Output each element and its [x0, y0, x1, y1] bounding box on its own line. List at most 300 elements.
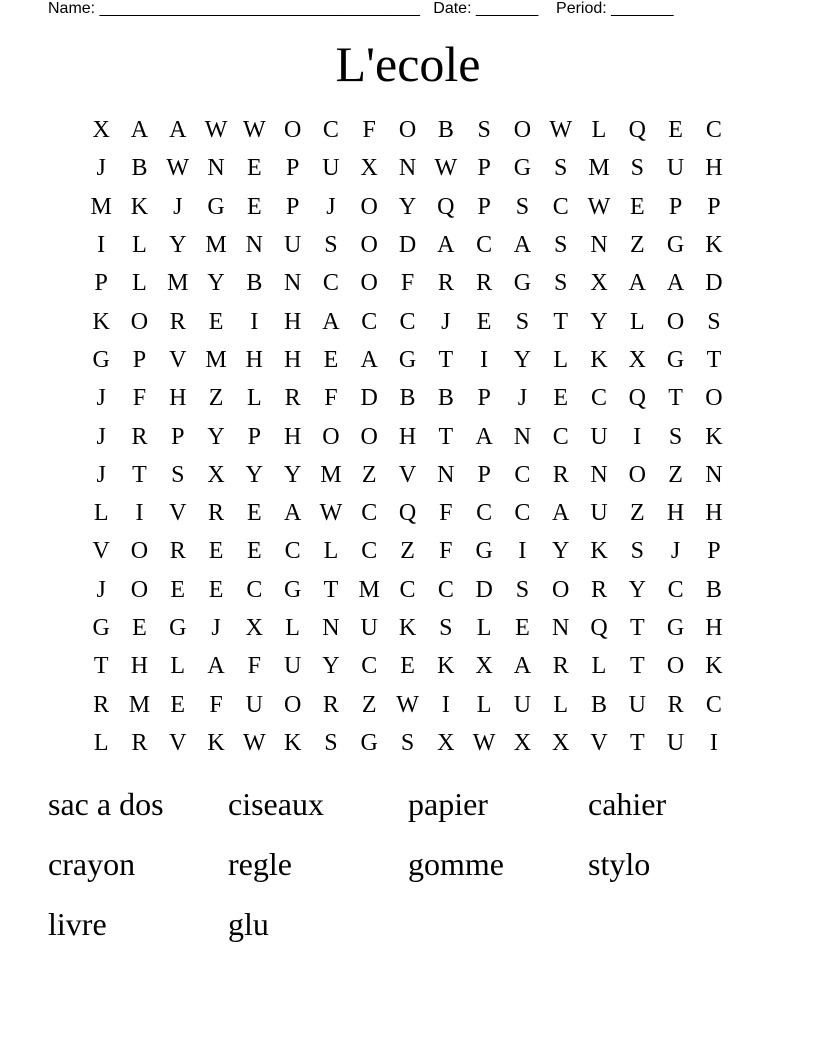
grid-letter: T: [629, 729, 645, 756]
word-list-item: crayon: [48, 846, 136, 882]
grid-letter: C: [322, 117, 339, 144]
grid-letter: G: [360, 729, 378, 756]
grid-letter: Y: [169, 232, 187, 259]
grid-letter: U: [590, 423, 608, 450]
grid-letter: P: [477, 461, 491, 488]
grid-row: [82, 685, 734, 723]
grid-letter: J: [173, 193, 183, 220]
grid-letter: K: [207, 729, 225, 756]
grid-letter: H: [283, 423, 302, 450]
grid-letter: Z: [400, 538, 415, 565]
grid-letter: O: [666, 308, 685, 335]
grid-letter: H: [283, 346, 302, 373]
grid-letter: X: [552, 729, 570, 756]
grid-letter: T: [93, 653, 109, 680]
grid-letter: T: [323, 576, 339, 603]
grid-letter: C: [322, 270, 339, 297]
grid-letter: J: [211, 615, 221, 641]
grid-letter: A: [552, 500, 570, 527]
grid-letter: E: [247, 155, 262, 182]
grid-row: [82, 724, 734, 762]
grid-letter: M: [205, 346, 227, 373]
grid-letter: W: [319, 500, 343, 527]
grid-letter: A: [169, 117, 187, 144]
grid-letter: D: [705, 270, 723, 297]
grid-letter: X: [207, 461, 225, 488]
grid-letter: E: [170, 576, 186, 603]
grid-letter: T: [132, 461, 147, 488]
grid-letter: S: [439, 615, 453, 641]
grid-letter: X: [628, 346, 646, 373]
grid-row: [82, 417, 734, 455]
grid-letter: U: [322, 155, 340, 182]
grid-letter: K: [130, 193, 149, 220]
grid-letter: Y: [207, 423, 225, 450]
grid-letter: Z: [208, 385, 224, 412]
grid-letter: Y: [628, 576, 646, 603]
grid-letter: U: [283, 653, 302, 680]
grid-letter: E: [247, 500, 262, 527]
grid-letter: S: [668, 423, 683, 450]
grid-letter: W: [587, 193, 611, 220]
grid-letter: F: [439, 500, 453, 527]
grid-letter: O: [705, 385, 723, 412]
grid-letter: W: [396, 691, 419, 718]
grid-letter: K: [590, 538, 608, 565]
grid-letter: L: [285, 615, 300, 641]
grid-letter: B: [591, 691, 608, 718]
grid-letter: N: [322, 615, 340, 641]
grid-letter: L: [93, 729, 109, 756]
grid-letter: T: [706, 346, 722, 373]
grid-letter: V: [169, 729, 187, 756]
grid-letter: E: [323, 346, 339, 373]
grid-letter: P: [477, 193, 491, 220]
grid-letter: C: [667, 576, 684, 603]
grid-letter: R: [93, 691, 110, 718]
grid-letter: P: [171, 423, 185, 450]
grid-letter: T: [629, 653, 645, 680]
grid-letter: N: [552, 615, 570, 641]
grid-row: [82, 264, 734, 302]
grid-letter: L: [247, 385, 262, 412]
grid-letter: D: [398, 232, 417, 259]
grid-letter: G: [666, 615, 685, 641]
grid-letter: S: [707, 308, 721, 335]
grid-letter: H: [169, 385, 187, 412]
word-list-item: glu: [228, 906, 269, 942]
grid-letter: Q: [628, 117, 646, 144]
grid-letter: K: [590, 346, 608, 373]
grid-letter: J: [96, 461, 106, 488]
grid-letter: U: [666, 729, 685, 756]
grid-letter: T: [438, 346, 454, 373]
grid-letter: R: [208, 500, 225, 527]
grid-letter: Y: [513, 346, 532, 373]
grid-letter: E: [208, 538, 224, 565]
grid-letter: Y: [398, 193, 417, 220]
grid-letter: E: [247, 538, 262, 565]
grid-letter: C: [552, 423, 569, 450]
grid-letter: R: [169, 308, 186, 335]
grid-letter: Y: [245, 461, 263, 488]
grid-letter: W: [472, 729, 496, 756]
grid-letter: U: [360, 615, 378, 641]
grid-letter: C: [514, 500, 531, 527]
grid-letter: O: [360, 232, 378, 259]
grid-letter: X: [475, 653, 493, 680]
grid-letter: P: [668, 193, 683, 220]
grid-row: [82, 226, 734, 264]
grid-letter: B: [705, 576, 722, 603]
grid-letter: J: [326, 193, 336, 220]
grid-letter: G: [92, 615, 110, 641]
grid-letter: G: [513, 270, 532, 297]
grid-letter: H: [705, 155, 723, 182]
grid-letter: T: [668, 385, 683, 412]
grid-letter: P: [477, 155, 491, 182]
grid-letter: F: [132, 385, 147, 412]
grid-row: [82, 302, 734, 340]
grid-letter: E: [553, 385, 569, 412]
grid-letter: K: [437, 653, 455, 680]
grid-letter: E: [515, 615, 530, 641]
grid-letter: R: [131, 729, 148, 756]
grid-letter: E: [170, 691, 186, 718]
grid-letter: A: [513, 653, 532, 680]
grid-letter: G: [207, 193, 225, 220]
grid-letter: P: [707, 193, 721, 220]
grid-row: [82, 149, 734, 187]
grid-letter: E: [132, 615, 147, 641]
grid-letter: L: [476, 615, 492, 641]
grid-letter: H: [398, 423, 417, 450]
grid-letter: O: [283, 117, 302, 144]
word-list-item: sac a dos: [48, 786, 164, 822]
grid-letter: C: [399, 308, 416, 335]
grid-letter: D: [360, 385, 378, 412]
grid-letter: H: [705, 615, 723, 641]
grid-letter: L: [629, 308, 645, 335]
word-list-item: papier: [408, 786, 488, 822]
page-title: L'ecole: [335, 36, 481, 92]
grid-letter: L: [93, 500, 109, 527]
grid-letter: X: [437, 729, 455, 756]
grid-letter: N: [590, 232, 608, 259]
period-field-label: Period: _______: [556, 0, 674, 17]
grid-letter: M: [358, 576, 380, 603]
grid-letter: F: [439, 538, 453, 565]
grid-letter: U: [245, 691, 263, 718]
grid-letter: N: [513, 423, 532, 450]
grid-letter: P: [285, 155, 300, 182]
grid-letter: E: [476, 308, 492, 335]
grid-letter: Q: [437, 193, 455, 220]
grid-letter: C: [361, 538, 378, 565]
grid-letter: N: [705, 461, 723, 488]
grid-letter: A: [360, 346, 378, 373]
grid-letter: L: [591, 653, 607, 680]
grid-letter: I: [480, 346, 489, 373]
grid-letter: W: [549, 117, 573, 144]
grid-letter: G: [513, 155, 532, 182]
grid-letter: G: [666, 346, 685, 373]
grid-letter: S: [630, 155, 644, 182]
date-field-label: Date: _______: [433, 0, 539, 17]
grid-letter: Y: [322, 653, 340, 680]
grid-letter: K: [283, 729, 302, 756]
grid-letter: Y: [283, 461, 302, 488]
grid-letter: I: [709, 729, 718, 756]
grid-letter: X: [360, 155, 378, 182]
grid-letter: O: [360, 423, 378, 450]
grid-letter: R: [169, 538, 186, 565]
grid-letter: B: [437, 385, 454, 412]
grid-letter: R: [552, 461, 569, 488]
grid-letter: H: [130, 653, 149, 680]
grid-letter: N: [398, 155, 417, 182]
grid-row: [82, 571, 734, 609]
grid-letter: S: [554, 155, 568, 182]
grid-letter: E: [668, 117, 683, 144]
word-list-item: stylo: [588, 846, 651, 882]
grid-letter: M: [320, 461, 342, 488]
grid-letter: E: [247, 193, 262, 220]
grid-letter: O: [283, 691, 302, 718]
grid-letter: R: [131, 423, 148, 450]
grid-letter: V: [92, 538, 110, 565]
grid-letter: I: [97, 232, 106, 259]
grid-letter: C: [399, 576, 416, 603]
grid-letter: U: [666, 155, 685, 182]
grid-letter: V: [590, 729, 608, 756]
grid-letter: O: [628, 461, 646, 488]
grid-letter: A: [437, 232, 455, 259]
grid-letter: H: [666, 500, 685, 527]
grid-letter: C: [476, 500, 493, 527]
grid-letter: J: [96, 576, 106, 603]
grid-letter: A: [207, 653, 225, 680]
grid-letter: P: [94, 270, 108, 297]
grid-row: [82, 379, 734, 417]
grid-letter: L: [476, 691, 492, 718]
grid-letter: J: [670, 538, 681, 565]
grid-letter: R: [667, 691, 684, 718]
grid-letter: M: [167, 270, 189, 297]
grid-letter: J: [441, 308, 451, 335]
grid-letter: Z: [361, 691, 377, 718]
grid-letter: I: [135, 500, 144, 527]
grid-letter: G: [283, 576, 302, 603]
grid-row: [82, 341, 734, 379]
grid-letter: R: [476, 270, 493, 297]
grid-letter: Z: [629, 500, 645, 527]
grid-letter: C: [246, 576, 263, 603]
grid-letter: F: [247, 653, 262, 680]
grid-letter: N: [283, 270, 302, 297]
grid-letter: S: [515, 308, 530, 335]
word-search-grid: [82, 111, 734, 762]
grid-letter: H: [283, 308, 302, 335]
grid-letter: C: [361, 500, 378, 527]
grid-letter: M: [90, 193, 112, 220]
grid-letter: L: [170, 653, 186, 680]
grid-letter: C: [476, 232, 493, 259]
grid-letter: B: [131, 155, 148, 182]
grid-letter: L: [591, 117, 607, 144]
grid-letter: J: [96, 155, 106, 182]
grid-letter: C: [705, 117, 722, 144]
grid-letter: C: [705, 691, 722, 718]
grid-letter: G: [398, 346, 417, 373]
grid-letter: A: [628, 270, 646, 297]
grid-letter: J: [96, 385, 106, 412]
grid-letter: E: [629, 193, 645, 220]
grid-letter: S: [630, 538, 644, 565]
grid-letter: L: [553, 691, 569, 718]
grid-letter: S: [171, 461, 185, 488]
grid-letter: T: [438, 423, 454, 450]
grid-letter: P: [132, 346, 147, 373]
grid-letter: Q: [398, 500, 417, 527]
grid-row: [82, 532, 734, 570]
grid-letter: A: [322, 308, 340, 335]
grid-letter: C: [284, 538, 301, 565]
grid-letter: I: [441, 691, 450, 718]
grid-row: [82, 647, 734, 685]
grid-letter: A: [475, 423, 493, 450]
word-list-item: ciseaux: [228, 786, 324, 822]
grid-letter: B: [246, 270, 263, 297]
grid-letter: C: [591, 385, 608, 412]
grid-letter: O: [360, 193, 378, 220]
grid-letter: G: [169, 615, 187, 641]
grid-letter: M: [588, 155, 610, 182]
grid-letter: E: [208, 308, 224, 335]
grid-letter: S: [515, 193, 530, 220]
grid-letter: Y: [590, 308, 608, 335]
grid-row: [82, 111, 734, 149]
grid-letter: C: [361, 653, 378, 680]
grid-letter: S: [324, 729, 338, 756]
grid-letter: R: [322, 691, 339, 718]
grid-letter: C: [514, 461, 531, 488]
grid-letter: M: [128, 691, 151, 718]
grid-letter: K: [705, 232, 723, 259]
grid-letter: A: [283, 500, 302, 527]
grid-letter: B: [437, 117, 454, 144]
grid-letter: S: [477, 117, 491, 144]
grid-row: [82, 494, 734, 532]
grid-letter: N: [437, 461, 455, 488]
grid-letter: P: [707, 538, 721, 565]
grid-letter: R: [284, 385, 301, 412]
grid-letter: C: [437, 576, 454, 603]
grid-letter: C: [361, 308, 378, 335]
grid-letter: I: [633, 423, 642, 450]
grid-letter: P: [247, 423, 262, 450]
grid-letter: L: [553, 346, 569, 373]
grid-row: [82, 188, 734, 226]
grid-letter: O: [398, 117, 417, 144]
grid-letter: E: [400, 653, 415, 680]
grid-letter: I: [518, 538, 527, 565]
grid-letter: Q: [590, 615, 608, 641]
grid-letter: O: [666, 653, 685, 680]
grid-letter: W: [166, 155, 190, 182]
grid-letter: J: [96, 423, 106, 450]
grid-letter: W: [243, 117, 266, 144]
grid-letter: T: [629, 615, 645, 641]
grid-letter: E: [208, 576, 224, 603]
worksheet-header: [48, 0, 748, 18]
grid-letter: C: [552, 193, 569, 220]
grid-letter: K: [92, 308, 110, 335]
grid-letter: F: [362, 117, 376, 144]
grid-letter: S: [400, 729, 415, 756]
grid-letter: G: [92, 346, 110, 373]
grid-letter: J: [517, 385, 528, 412]
grid-letter: H: [245, 346, 263, 373]
grid-letter: F: [400, 270, 415, 297]
grid-letter: S: [554, 232, 568, 259]
grid-letter: O: [322, 423, 340, 450]
grid-letter: K: [705, 423, 723, 450]
grid-letter: N: [245, 232, 263, 259]
grid-letter: W: [434, 155, 458, 182]
grid-letter: O: [552, 576, 570, 603]
grid-letter: L: [132, 270, 147, 297]
grid-letter: R: [437, 270, 454, 297]
grid-letter: R: [591, 576, 608, 603]
word-list: [48, 780, 768, 960]
grid-letter: L: [323, 538, 339, 565]
grid-row: [82, 456, 734, 494]
grid-letter: S: [515, 576, 530, 603]
grid-letter: U: [628, 691, 646, 718]
grid-letter: U: [513, 691, 532, 718]
grid-letter: Q: [628, 385, 646, 412]
grid-letter: M: [205, 232, 227, 259]
grid-letter: W: [243, 729, 266, 756]
grid-letter: F: [209, 691, 223, 718]
grid-letter: N: [590, 461, 608, 488]
grid-letter: P: [285, 193, 300, 220]
grid-letter: V: [169, 500, 187, 527]
word-list-item: cahier: [588, 786, 667, 822]
grid-letter: O: [130, 576, 149, 603]
grid-letter: P: [477, 385, 491, 412]
grid-letter: I: [250, 308, 259, 335]
grid-letter: O: [360, 270, 378, 297]
grid-letter: Y: [552, 538, 570, 565]
grid-letter: O: [130, 308, 149, 335]
grid-letter: L: [132, 232, 147, 259]
grid-letter: A: [130, 117, 149, 144]
grid-letter: G: [475, 538, 493, 565]
grid-letter: F: [324, 385, 338, 412]
grid-letter: X: [92, 117, 110, 144]
word-list-item: gomme: [408, 846, 504, 882]
grid-letter: V: [398, 461, 417, 488]
grid-letter: O: [130, 538, 149, 565]
grid-letter: O: [513, 117, 532, 144]
grid-letter: A: [513, 232, 532, 259]
grid-letter: Z: [668, 461, 683, 488]
grid-letter: S: [324, 232, 338, 259]
grid-letter: N: [207, 155, 225, 182]
grid-letter: W: [204, 117, 228, 144]
